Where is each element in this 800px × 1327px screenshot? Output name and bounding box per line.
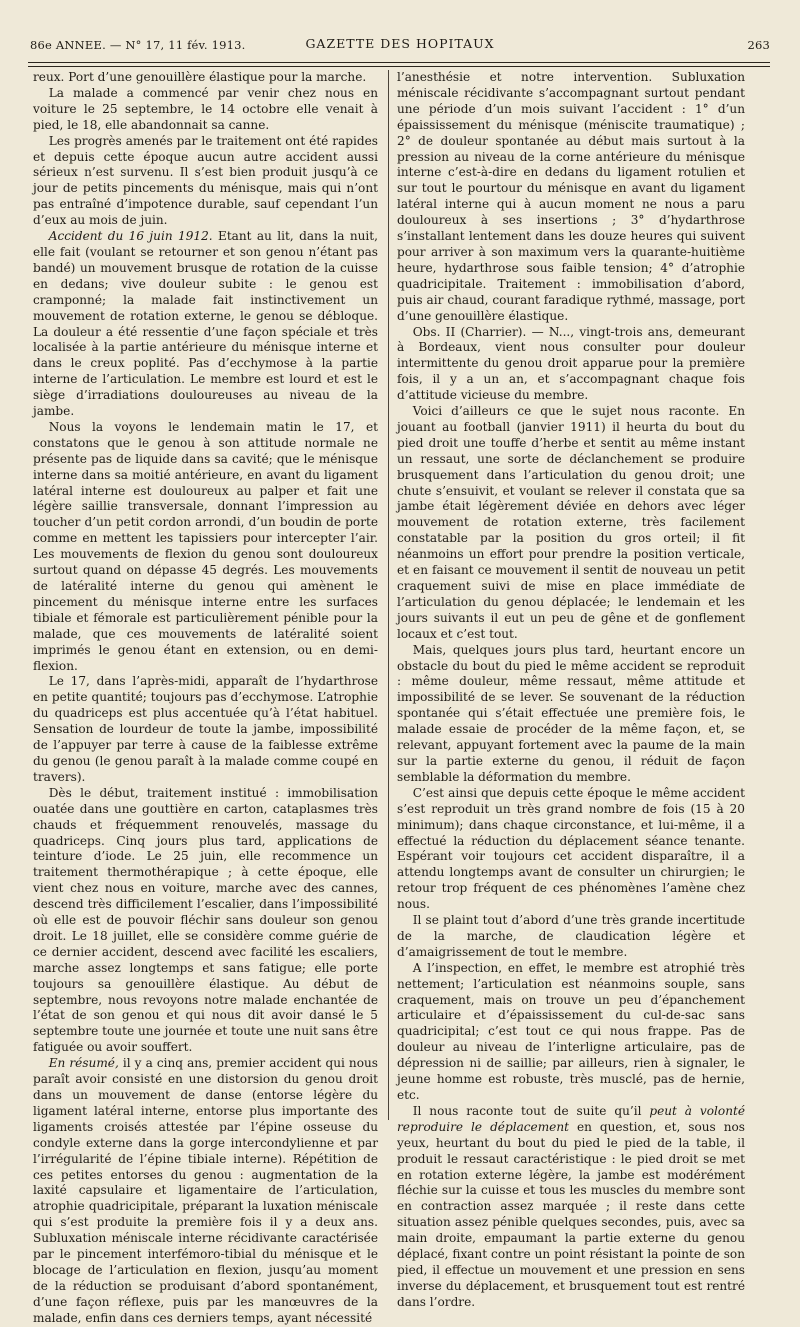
- paragraph: [33, 674, 378, 785]
- paragraph-text: Il nous raconte tout de suite qu’il: [412, 1103, 650, 1118]
- issue-info: 86e ANNEE. — N° 17, 11 fév. 1913.: [30, 38, 246, 52]
- header-rule-bottom: [28, 66, 770, 67]
- paragraph-text: La malade a commencé par venir chez nous en voiture le 25 septembre, le 14 octobre elle venait à pied, le 18, elle abandonnait sa canne.: [33, 85, 378, 132]
- paragraph-text: reux. Port d’une genouillère élastique pour la marche.: [33, 70, 367, 84]
- right-column: [397, 70, 746, 1309]
- journal-title: GAZETTE DES HOPITAUX: [305, 36, 495, 51]
- paragraph: [397, 961, 745, 1104]
- paragraph: [33, 420, 378, 675]
- page-number: 263: [747, 38, 770, 52]
- paragraph-text: A l’inspection, en effet, le membre est atrophié très nettement; l’articulation est néanmoins souple, sans craquement, mais on trouve un peu d’épanchement articulaire et d’épaississement du cul-de-sac sans quadricipital; c’est tout ce qui nous frappe. Pas de douleur au niveau de l’interligne articulaire, pas de dépression ni de saillie; par ailleurs, rien à signaler, le jeune homme est robuste, très musclé, pas de hernie, etc.: [397, 960, 745, 1102]
- paragraph-text: Etant au lit, dans la nuit, elle fait (voulant se retourner et son genou n’étant pas bandé) un mouvement brusque de rotation de la cuisse en dedans; vive douleur subite : le genou est cramponné; la malade fait instinctivement un mouvement de rotation externe, le genou se débloque. La douleur a été ressentie d’une façon spéciale et très localisée à la partie antérieure du ménisque interne et dans le creux poplité. Pas d’ecchymose à la partie interne de l’articulation. Le membre est lourd et est le siège d’irradiations douloureuses au niveau de la jambe.: [33, 229, 378, 419]
- paragraph: [397, 325, 745, 405]
- paragraph: [397, 643, 745, 786]
- paragraph: [397, 913, 745, 961]
- paragraph: [33, 1056, 378, 1326]
- paragraph: [397, 1104, 745, 1311]
- paragraph: [397, 786, 745, 913]
- italic-lead: En résumé,: [48, 1056, 119, 1071]
- paragraph: [33, 229, 378, 420]
- header-rule-top: [28, 62, 770, 63]
- paragraph: [33, 86, 378, 134]
- page-header: [30, 34, 770, 56]
- column-divider: [388, 70, 389, 1120]
- italic-phrase: peut à volonté reproduire le déplacement: [397, 1103, 745, 1134]
- paragraph-text: Dès le début, traitement institué : immobilisation ouatée dans une gouttière en carton, cataplasmes très chauds et fréquemment renouvelés, massage du quadriceps. Cinq jours plus tard, applications de teinture d’iode. Le 25 juin, elle recommence un traitement thermothérapique ; à cette époque, elle vient chez nous en voiture, marche avec des cannes, descend très difficilement l’escalier, dans l’impossibilité où elle est de pouvoir fléchir sans douleur son genou droit. Le 18 juillet, elle se considère comme guérie de ce dernier accident, descend avec facilité les escaliers, marche assez longtemps et sans fatigue; elle porte toujours sa genouillère élastique. Au début de septembre, nous revoyons notre malade enchantée de l’état de son genou et qui nous dit avoir dansé le 5 septembre toute une journée et toute une nuit sans être fatiguée ou avoir souffert.: [33, 785, 378, 1055]
- italic-lead: Accident du 16 juin 1912.: [48, 229, 213, 244]
- paragraph: [397, 404, 745, 643]
- paragraph-text: C’est ainsi que depuis cette époque le même accident s’est reproduit un très grand nombre de fois (15 à 20 minimum); dans chaque circonstance, et lui-même, il a effectué la réduction du déplacement séance tenante. Espérant voir toujours cet accident disparaître, il a attendu longtemps avant de consulter un chirurgien; le retour trop fréquent de ces phénomènes l’amène chez nous.: [397, 785, 745, 912]
- paragraph-text: Mais, quelques jours plus tard, heurtant encore un obstacle du bout du pied le même accident se reproduit : même douleur, même ressaut, même attitude et impossibilité de se lever. Se souvenant de la réduction spontanée qui s’était effectuée une première fois, le malade essaie de procéder de la même façon, et, se relevant, appuyant fortement avec la paume de la main sur la partie externe du genou, il réduit de façon semblable la déformation du membre.: [397, 642, 745, 784]
- paragraph-text: Il se plaint tout d’abord d’une très grande incertitude de la marche, de claudication légère et d’amaigrissement de tout le membre.: [397, 913, 745, 959]
- paragraph: [33, 134, 378, 229]
- paragraph-text: il y a cinq ans, premier accident qui nous paraît avoir consisté en une distorsion du genou droit dans un mouvement de danse (entorse légère du ligament latéral interne, entorse plus importante des ligaments croisés attestée par l’épine osseuse du condyle externe dans la gorge intercondylienne et par l’irrégularité de l’épine tibiale interne). Répétition de ces petites entorses du genou : augmentation de la laxité capsulaire et ligamentaire de l’articulation, atrophie quadricipitale, préparant la luxation méniscale qui s’est produite la première fois il y a deux ans. Subluxation méniscale interne récidivante caractérisée par le pincement interfémoro-tibial du ménisque et le blocage de l’articulation en flexion, jusqu’au moment de la réduction se produisant d’abord spontanément, d’une façon réflexe, puis par les manœuvres de la malade, enfin dans ces derniers temps, ayant nécessité: [33, 1056, 378, 1325]
- paragraph: [33, 786, 378, 1056]
- paragraph-text: Voici d’ailleurs ce que le sujet nous raconte. En jouant au football (janvier 1911) il heurta du bout du pied droit une touffe d’herbe et sentit au même instant un ressaut, une sorte de déclanchement se produire brusquement dans l’articulation du genou droit; une chute s’ensuivit, et voulant se relever il constata que sa jambe était légèrement déviée en dehors avec léger mouvement de rotation externe, très facilement constatable par la position du gros orteil; il fit néanmoins un effort pour prendre la position verticale, et en faisant ce mouvement il sentit de nouveau un petit craquement suivi de mise en place immédiate de l’articulation du genou déplacée; le lendemain et les jours suivants il eut un peu de gêne et de gonflement locaux et c’est tout.: [397, 404, 745, 641]
- paragraph-text: Le 17, dans l’après-midi, apparaît de l’hydarthrose en petite quantité; toujours pas d’ecchymose. L’atrophie du quadriceps est plus accentuée qu’à l’état habituel. Sensation de lourdeur de toute la jambe, impossibilité de l’appuyer par terre à cause de la faiblesse extrême du genou (le genou paraît à la malade comme coupé en travers).: [33, 674, 378, 784]
- paragraph-text: Les progrès amenés par le traitement ont été rapides et depuis cette époque aucun autre accident aussi sérieux n’est survenu. Il s’est bien produit jusqu’à ce jour de petits pincements du ménisque, mais qui n’ont pas entraîné d’impotence durable, sauf cependant l’un d’eux au mois de juin.: [33, 133, 378, 228]
- paragraph-text-tail: en question, et, sous nos yeux, heurtant du bout du pied le pied de la table, il produit le ressaut caractéristique : le pied droit se met en rotation externe légère, la jambe est modérément fléchie sur la cuisse et tous les muscles du membre sont en contraction assez marquée ; il reste dans cette situation assez pénible quelques secondes, puis, avec sa main droite, empaumant la partie externe du genou déplacé, fixant contre un point résistant la pointe de son pied, il effectue un mouvement et une pression en sens inverse du déplacement, et brusquement tout est rentré dans l’ordre.: [397, 1119, 746, 1309]
- left-column: [33, 70, 378, 1325]
- paragraph-text: l’anesthésie et notre intervention. Subluxation méniscale récidivante s’accompagnant surtout pendant une période d’un mois suivant l’accident : 1° d’un épaississement du ménisque (méniscite traumatique) ; 2° de douleur spontanée au début mais surtout à la pression au niveau de la corne antérieure du ménisque interne c’est-à-dire en dedans du ligament rotulien et sur tout le pourtour du ménisque en avant du ligament latéral interne qui à aucun moment ne nous a paru douloureux à ses insertions ; 3° d’hydarthrose s’installant lentement dans les douze heures qui suivent pour arriver à son maximum vers la quarante-huitième heure, hydarthrose sous faible tension; 4° d’atrophie quadricipitale. Traitement : immobilisation d’abord, puis air chaud, courant faradique rythmé, massage, port d’une genouillère élastique.: [397, 70, 745, 323]
- paragraph-text: Nous la voyons le lendemain matin le 17, et constatons que le genou à son attitude normale ne présente pas de liquide dans sa cavité; que le ménisque interne dans sa moitié antérieure, en avant du ligament latéral interne est douloureux au palper et fait une légère saillie transversale, donnant l’impression au toucher d’un petit cordon arrondi, d’un boudin de porte comme en mettent les tapissiers pour intercepter l’air. Les mouvements de flexion du genou sont douloureux surtout quand on dépasse 45 degrés. Les mouvements de latéralité interne du genou qui amènent le pincement du ménisque interne entre les surfaces tibiale et fémorale est particulièrement pénible pour la malade, que ces mouvements de latéralité soient imprimés le genou étant en extension, ou en demi-flexion.: [33, 419, 378, 673]
- paragraph: [397, 70, 745, 325]
- paragraph-text: Obs. II (Charrier). — N..., vingt-trois ans, demeurant à Bordeaux, vient nous consulter pour douleur intermittente du genou droit apparue pour la première fois, il y a un an, et s’accompagnant chaque fois d’attitude vicieuse du membre.: [397, 324, 745, 403]
- paragraph: [33, 70, 378, 86]
